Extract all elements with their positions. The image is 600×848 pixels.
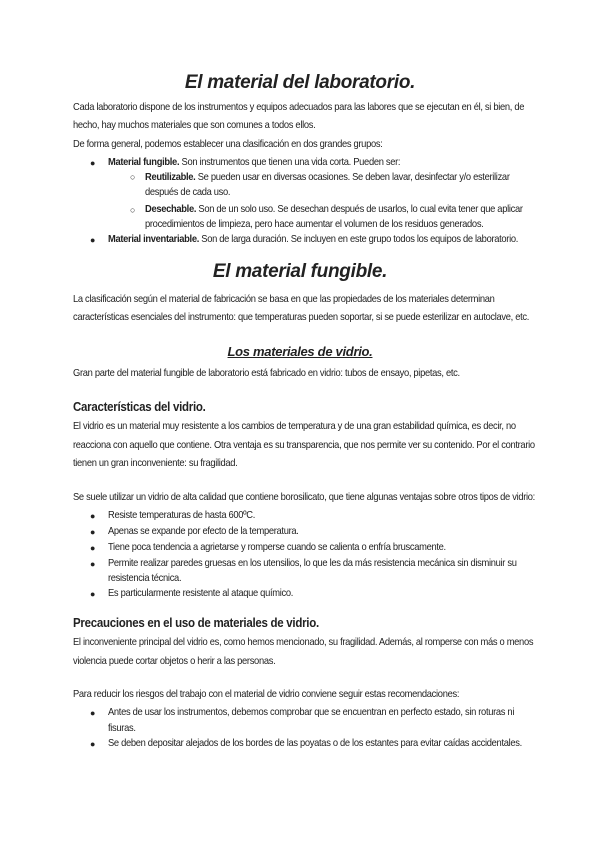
- list-item-cont: fisuras.: [108, 723, 136, 734]
- term-disposable: Desechable.: [145, 204, 197, 215]
- bullet-icon: ●: [90, 739, 96, 749]
- list-item: Apenas se expande por efecto de la temperatura.: [108, 526, 299, 537]
- term-inventoriable: Material inventariable.: [108, 234, 199, 245]
- bullet-icon: ●: [90, 235, 96, 245]
- term-fungible: Material fungible.: [108, 157, 180, 168]
- page-title: El material del laboratorio.: [184, 72, 416, 93]
- bullet-icon: ●: [90, 511, 96, 521]
- heading: Precauciones en el uso de materiales de vidrio.: [73, 616, 319, 630]
- list-item: Es particularmente resistente al ataque químico.: [108, 588, 294, 599]
- bullet-icon: ●: [90, 527, 96, 537]
- bullet-icon: ●: [90, 158, 96, 168]
- term-reusable: Reutilizable.: [145, 172, 196, 183]
- circle-bullet-icon: ○: [130, 172, 136, 182]
- list-item: [108, 234, 518, 245]
- intro-line: hecho, hay muchos materiales que son comunes a todos ellos.: [73, 120, 316, 131]
- paragraph-line: violencia puede cortar objetos o herir a las personas.: [73, 656, 276, 667]
- bullet-icon: ●: [90, 589, 96, 599]
- list-item-cont: resistencia técnica.: [108, 573, 182, 584]
- paragraph-line: características esenciales del instrumento: que temperaturas pueden soportar, si se puede esterilizar en autoclave, etc.: [73, 312, 530, 323]
- sublist-item: [145, 204, 523, 215]
- paragraph-line: tienen un gran inconveniente: su fragilidad.: [73, 458, 238, 469]
- heading: Características del vidrio.: [73, 400, 206, 414]
- paragraph-line: El inconveniente principal del vidrio es, como hemos mencionado, su fragilidad. Además, al romperse con más o menos: [73, 637, 534, 648]
- paragraph-line: Gran parte del material fungible de laboratorio está fabricado en vidrio: tubos de ensayo, pipetas, etc.: [73, 368, 460, 379]
- term-desc: Son instrumentos que tienen una vida corta. Pueden ser:: [179, 157, 401, 168]
- list-item: Antes de usar los instrumentos, debemos comprobar que se encuentran en perfecto estado, sin roturas ni: [108, 707, 515, 718]
- bullet-icon: ●: [90, 559, 96, 569]
- section-title: El material fungible.: [212, 261, 388, 282]
- paragraph-line: La clasificación según el material de fabricación se basa en que las propiedades de los materiales determinan: [73, 294, 495, 305]
- bullet-icon: ●: [90, 543, 96, 553]
- paragraph-line: reacciona con aquello que contiene. Otra ventaja es su transparencia, que nos permite ver su contenido. Por el contrario: [73, 440, 535, 451]
- bullet-icon: ●: [90, 708, 96, 718]
- list-item: Se deben depositar alejados de los bordes de las poyatas o de los estantes para evitar caídas accidentales.: [108, 738, 522, 749]
- list-item: Permite realizar paredes gruesas en los utensilios, lo que les da más resistencia mecánica sin disminuir su: [108, 558, 517, 569]
- circle-bullet-icon: ○: [130, 205, 136, 215]
- term-desc: Se pueden usar en diversas ocasiones. Se deben lavar, desinfectar y/o esterilizar: [195, 172, 510, 183]
- subsection-title: Los materiales de vidrio.: [227, 344, 373, 359]
- paragraph-line: Para reducir los riesgos del trabajo con el material de vidrio conviene seguir estas recomendaciones:: [73, 689, 460, 700]
- sublist-item-cont: procedimientos de limpieza, pero hace aumentar el volumen de los residuos generados.: [145, 219, 484, 230]
- intro-line: Cada laboratorio dispone de los instrumentos y equipos adecuados para las labores que se ejecutan en él, si bien, de: [73, 102, 525, 113]
- paragraph-line: Se suele utilizar un vidrio de alta calidad que contiene borosilicato, que tiene algunas ventajas sobre otros tipos de vidrio:: [73, 492, 535, 503]
- list-item: [108, 157, 400, 168]
- paragraph-line: El vidrio es un material muy resistente a los cambios de temperatura y de una gran estabilidad química, es decir, no: [73, 421, 516, 432]
- sublist-item: [145, 172, 510, 183]
- term-desc: Son de larga duración. Se incluyen en este grupo todos los equipos de laboratorio.: [198, 234, 519, 245]
- list-item: Resiste temperaturas de hasta 600ºC.: [108, 510, 255, 521]
- sublist-item-cont: después de cada uso.: [145, 187, 231, 198]
- term-desc: Son de un solo uso. Se desechan después de usarlos, lo cual evita tener que aplicar: [196, 204, 523, 215]
- intro-line: De forma general, podemos establecer una clasificación en dos grandes grupos:: [73, 139, 383, 150]
- list-item: Tiene poca tendencia a agrietarse y romperse cuando se calienta o enfría bruscamente.: [108, 542, 446, 553]
